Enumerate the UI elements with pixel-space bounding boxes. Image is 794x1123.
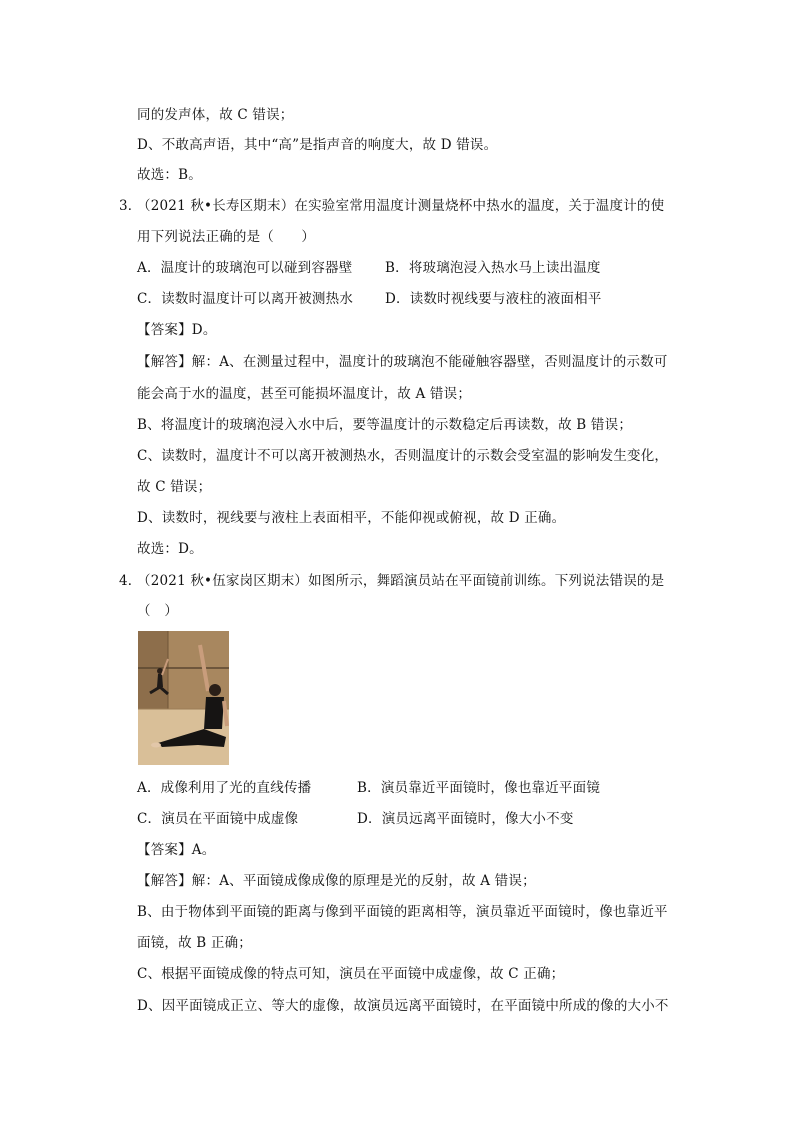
option-b: B．将玻璃泡浸入热水马上读出温度	[385, 260, 601, 276]
question-stem: （2021 秋•伍家岗区期末）如图所示，舞蹈演员站在平面镜前训练。下列说法错误的是	[137, 573, 665, 589]
answer: 【答案】A。	[137, 842, 216, 858]
option-a: A．成像利用了光的直线传播	[137, 780, 312, 796]
option-d: D．读数时视线要与液柱的液面相平	[385, 291, 602, 307]
text-line: 故选：B。	[137, 167, 202, 183]
explanation-line: 故 C 错误；	[137, 479, 212, 495]
text-line: 同的发声体，故 C 错误；	[137, 107, 294, 123]
option-a: A．温度计的玻璃泡可以碰到容器壁	[137, 260, 353, 276]
explanation-line: C、读数时，温度计不可以离开被测热水，否则温度计的示数会受室温的影响发生变化，	[137, 448, 669, 464]
explanation-line: D、因平面镜成正立、等大的虚像，故演员远离平面镜时，在平面镜中所成的像的大小不	[137, 998, 669, 1014]
option-b: B．演员靠近平面镜时，像也靠近平面镜	[357, 780, 601, 796]
option-d: D．演员远离平面镜时，像大小不变	[357, 811, 574, 827]
option-c: C．读数时温度计可以离开被测热水	[137, 291, 354, 307]
explanation-line: C、根据平面镜成像的特点可知，演员在平面镜中成虚像，故 C 正确；	[137, 966, 565, 982]
dancer-illustration	[138, 631, 229, 765]
final-choice: 故选：D。	[137, 541, 203, 557]
question-number: 3．	[119, 198, 142, 214]
explanation-line: 面镜，故 B 正确；	[137, 935, 253, 951]
explanation-line: 能会高于水的温度，甚至可能损坏温度计，故 A 错误；	[137, 386, 472, 402]
question-stem: （ ）	[137, 603, 179, 619]
question-stem: （2021 秋•长寿区期末）在实验室常用温度计测量烧杯中热水的温度，关于温度计的使	[137, 198, 665, 214]
dancer-mirror-photo	[138, 631, 229, 765]
explanation-line: 【解答】解：A、在测量过程中，温度计的玻璃泡不能碰触容器壁，否则温度计的示数可	[137, 354, 668, 370]
explanation-line: B、将温度计的玻璃泡浸入水中后，要等温度计的示数稳定后再读数，故 B 错误；	[137, 417, 633, 433]
question-stem: 用下列说法正确的是（ ）	[137, 229, 316, 245]
explanation-line: 【解答】解：A、平面镜成像成像的原理是光的反射，故 A 错误；	[137, 873, 536, 889]
answer: 【答案】D。	[137, 322, 217, 338]
question-number: 4．	[119, 573, 142, 589]
explanation-line: B、由于物体到平面镜的距离与像到平面镜的距离相等，演员靠近平面镜时，像也靠近平	[137, 904, 668, 920]
explanation-line: D、读数时，视线要与液柱上表面相平，不能仰视或俯视，故 D 正确。	[137, 510, 566, 526]
option-c: C．演员在平面镜中成虚像	[137, 811, 299, 827]
text-line: D、不敢高声语，其中“高”是指声音的响度大，故 D 错误。	[137, 137, 498, 153]
